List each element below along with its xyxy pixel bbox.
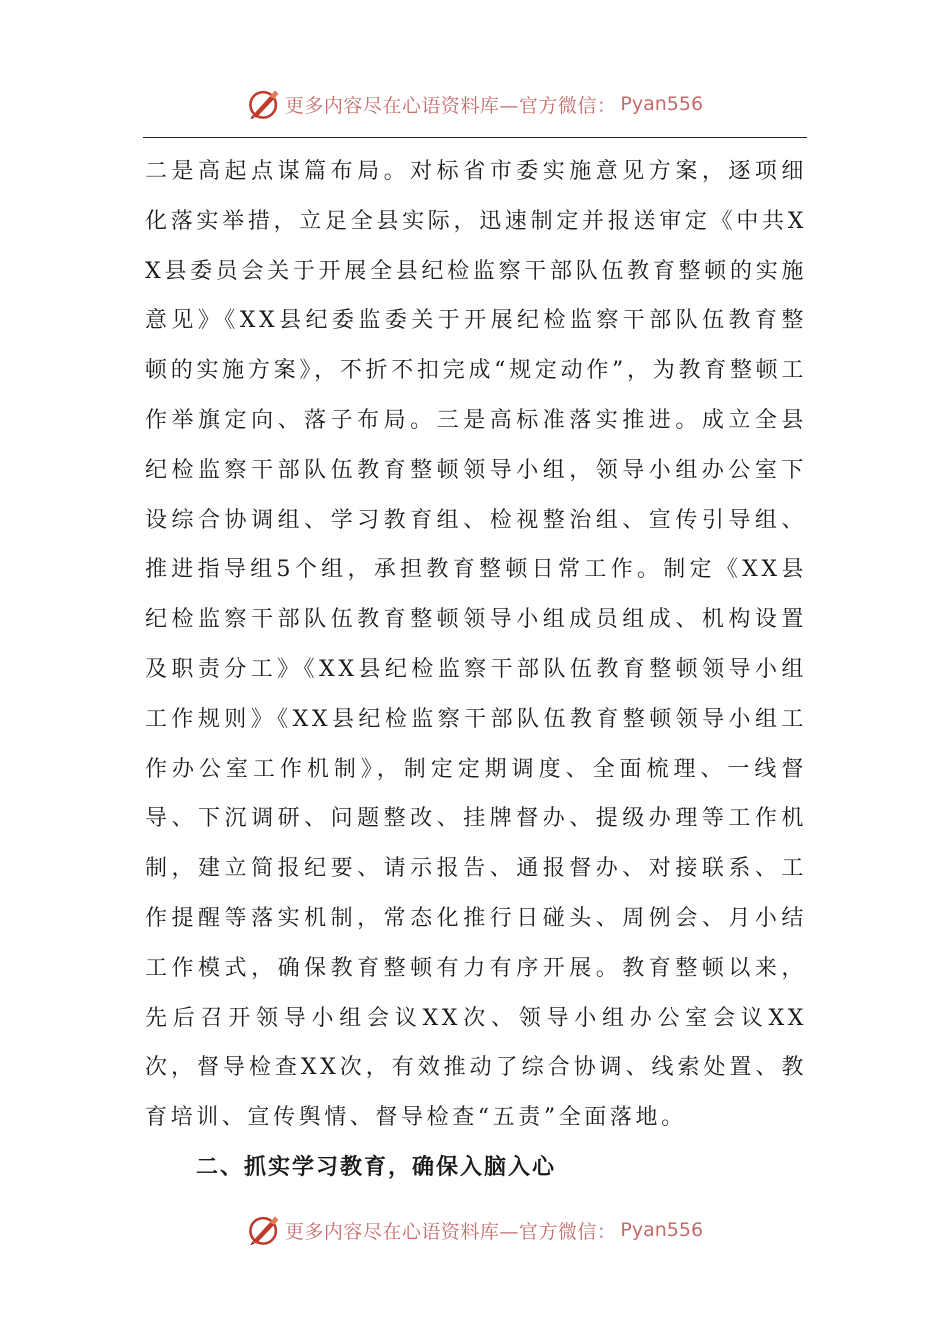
pen-logo-icon [247, 1213, 281, 1247]
watermark-text: 更多内容尽在心语资料库—官方微信： [284, 94, 617, 117]
pen-logo-icon [247, 87, 281, 121]
header-watermark [0, 82, 950, 126]
watermark-text: 更多内容尽在心语资料库—官方微信： [284, 1220, 617, 1243]
footer-watermark [0, 1208, 950, 1252]
section-heading: 二、抓实学习教育，确保入脑入心 [196, 1155, 557, 1180]
watermark-wechat-id: Pyan556 [620, 1219, 704, 1241]
header-divider [143, 137, 807, 138]
body-paragraph: 二是高起点谋篇布局。对标省市委实施意见方案，逐项细化落实举措，立足全县实际，迅速制定并报送审定《中共XX县委员会关于开展全县纪检监察干部队伍教育整顿的实施意见》《XX县纪委监委关于开展纪检监察干部队伍教育整顿的实施方案》，不折不扣完成“规定动作”，为教育整顿工作举旗定向、落子布局。三是高标准落实推进。成立全县纪检监察干部队伍教育整顿领导小组，领导小组办公室下设综合协调组、学习教育组、检视整治组、宣传引导组、推进指导组5个组，承担教育整顿日常工作。制定《XX县纪检监察干部队伍教育整顿领导小组成员组成、机构设置及职责分工》《XX县纪检监察干部队伍教育整顿领导小组工作规则》《XX县纪检监察干部队伍教育整顿领导小组工作办公室工作机制》，制定定期调度、全面梳理、一线督导、下沉调研、问题整改、挂牌督办、提级办理等工作机制，建立简报纪要、请示报告、通报督办、对接联系、工作提醒等落实机制，常态化推行日碰头、周例会、月小结工作模式，确保教育整顿有力有序开展。教育整顿以来，先后召开领导小组会议XX次、领导小组办公室会议XX次，督导检查XX次，有效推动了综合协调、线索处置、教育培训、宣传舆情、督导检查“五责”全面落地。 [145, 159, 807, 1131]
watermark [247, 87, 703, 121]
watermark-wechat-id: Pyan556 [620, 93, 704, 115]
watermark [247, 1213, 703, 1247]
